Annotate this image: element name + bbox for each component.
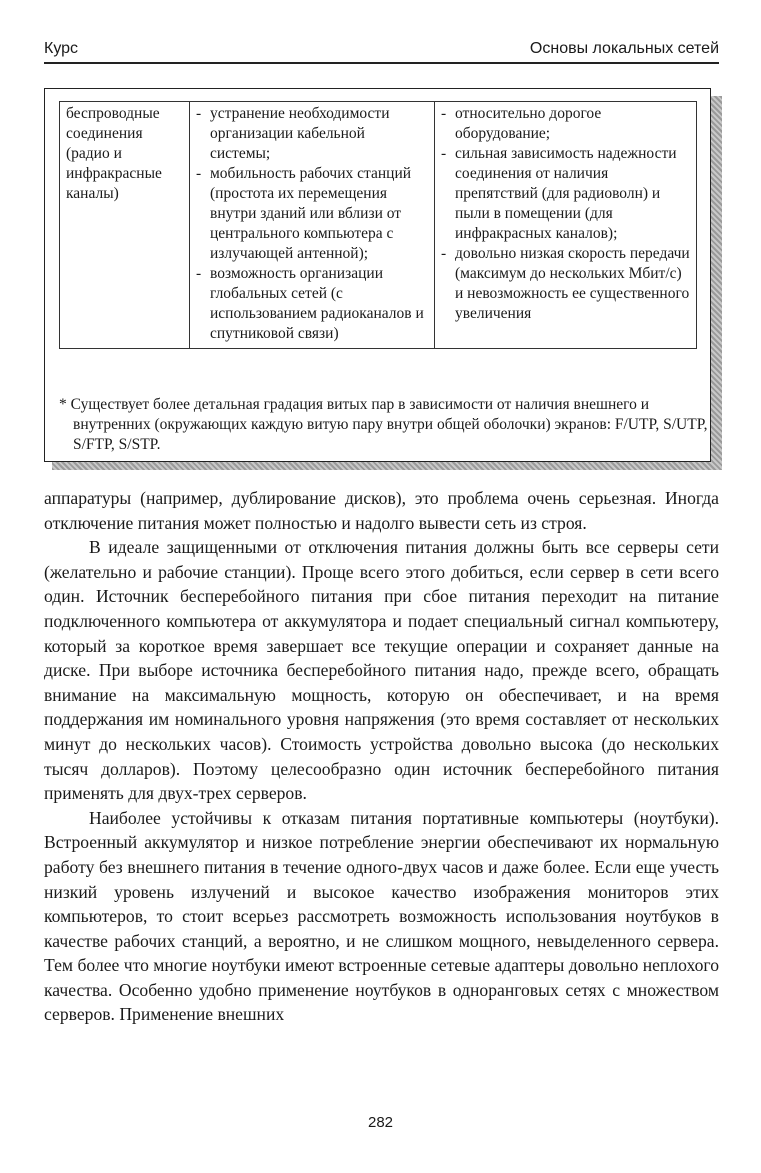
table-box <box>44 88 711 462</box>
connection-type-cell: беспроводные соединения (радио и инфракрасные каналы) <box>60 102 190 349</box>
list-item: - относительно дорогое оборудование; <box>441 104 690 144</box>
paragraph: Наиболее устойчивы к отказам питания портативные компьютеры (ноутбуки). Встроенный аккумулятор и низкое потребление энергии обеспечивают их нормальную работу без внешнего питания в течение одного-двух часов и даже более. Если еще учесть низкий уровень излучений и высокое качество изображения мониторов этих компьютеров, то стоит всерьез рассмотреть возможность использования ноутбуков в качестве рабочих станций, а вероятно, и не слишком мощного, невыделенного сервера. Тем более что многие ноутбуки имеют встроенные сетевые адаптеры довольно неплохого качества. Особенно удобно применение ноутбуков в одноранговых сетях с множеством серверов. Применение внешних <box>44 807 719 1025</box>
body-text <box>44 486 719 1027</box>
list-item: - мобильность рабочих станций (простота их перемещения внутри зданий или вблизи от центрального компьютера с излучающей антенной); <box>196 164 428 264</box>
disadvantages-cell <box>435 102 697 349</box>
list-item: - сильная зависимость надежности соединения от наличия препятствий (для радиоволн) и пыли в помещении (для инфракрасных каналов); <box>441 144 690 244</box>
table-row <box>60 102 697 349</box>
advantages-cell <box>190 102 435 349</box>
paragraph: В идеале защищенными от отключения питания должны быть все серверы сети (желательно и рабочие станции). Проще всего этого добиться, если сервер в сети всего один. Источник бесперебойного питания при сбое питания переходит на питание подключенного компьютера от аккумулятора и подает специальный сигнал компьютеру, который за короткое время завершает все текущие операции и сохраняет данные на диске. При выборе источника бесперебойного питания надо, прежде всего, обращать внимание на максимальную мощность, которую он обеспечивает, и на время поддержания им номинального уровня напряжения (это время составляет от нескольких минут до нескольких часов). Стоимость устройства довольно высока (до нескольких тысяч долларов). Поэтому целесообразно один источник бесперебойного питания применять для двух-трех серверов. <box>44 537 719 804</box>
comparison-table <box>59 101 697 349</box>
list-item: - устранение необходимости организации кабельной системы; <box>196 104 428 164</box>
header-course: Курс <box>44 40 79 57</box>
running-header <box>44 40 719 64</box>
table-footnote: * Существует более детальная градация витых пар в зависимости от наличия внешнего и внутренних (окружающих каждую витую пару внутри общей оболочки) экранов: F/UTP, S/UTP, S/FTP, S/STP. <box>59 396 708 453</box>
header-title: Основы локальных сетей <box>529 40 719 57</box>
paragraph: аппаратуры (например, дублирование дисков), это проблема очень серьезная. Иногда отключение питания может полностью и надолго вывести сеть из строя. <box>44 488 719 533</box>
list-item: - возможность организации глобальных сетей (с использованием радиоканалов и спутниковой связи) <box>196 264 428 344</box>
list-item: - довольно низкая скорость передачи (максимум до нескольких Мбит/с) и невозможность ее существенного увеличения <box>441 244 690 324</box>
page-number: 282 <box>367 1114 394 1131</box>
